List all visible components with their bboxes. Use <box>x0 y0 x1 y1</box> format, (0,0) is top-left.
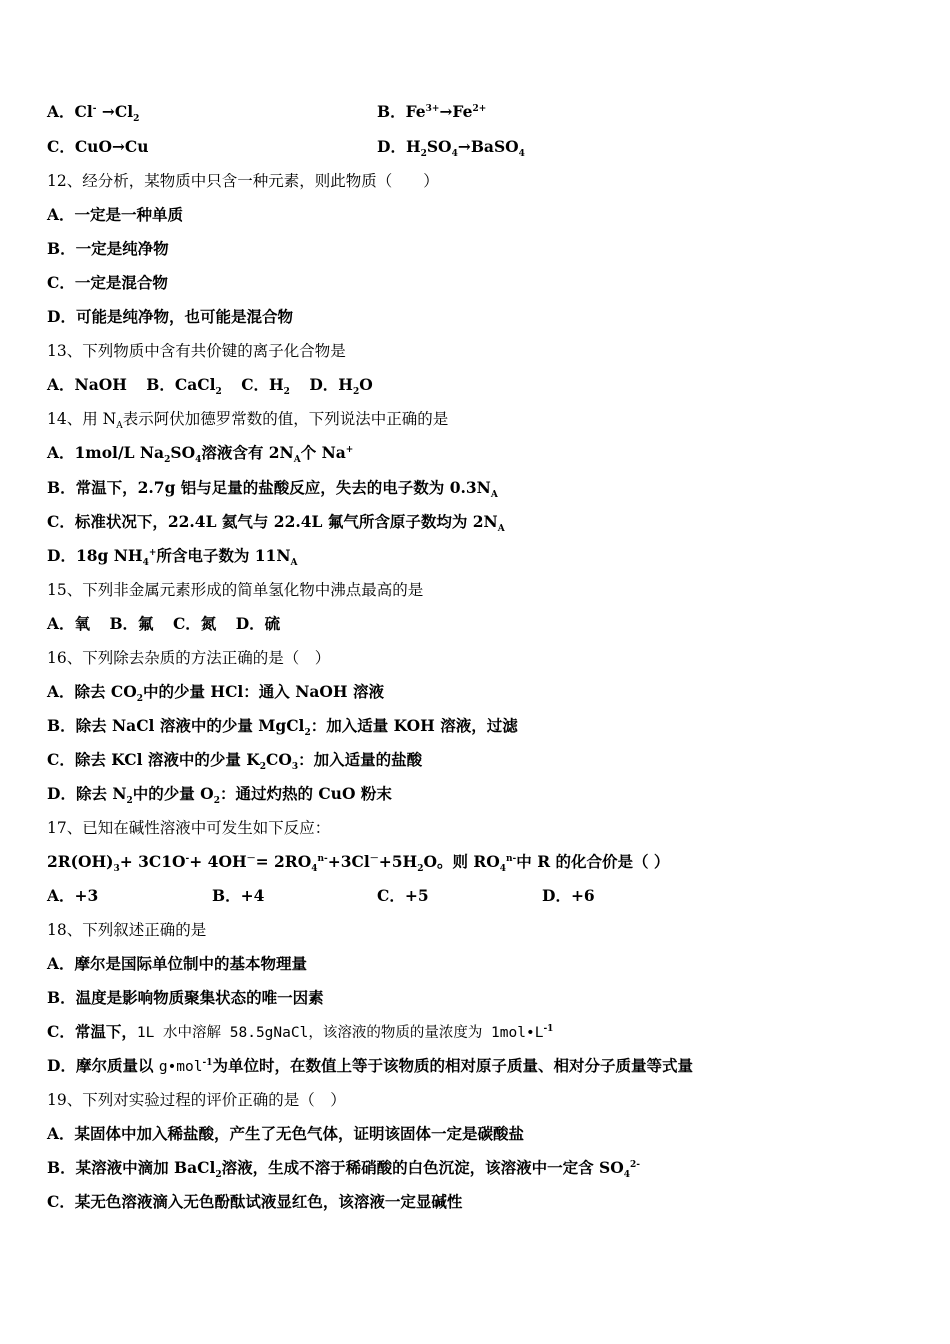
q18-option-b: B．温度是影响物质聚集状态的唯一因素 <box>47 988 324 1007</box>
q14-stem: 14、用 $N_A$表示阿伏加德罗常数的值，下列说法中正确的是 <box>47 410 449 432</box>
q18-option-a: A．摩尔是国际单位制中的基本物理量 <box>47 954 308 973</box>
q15-option-b: B．氟 <box>109 614 154 633</box>
q15-option-c: C．氮 <box>172 614 217 633</box>
q13-option-c: C．$H_2$ <box>241 375 290 398</box>
q13-option-d: D．$H_2O$ <box>309 375 373 398</box>
q16-option-d: D．除去 $N_2$中的少量 $O_2$：通过灼热的 CuO 粉末 <box>47 784 392 807</box>
q13-option-a: A．NaOH <box>47 375 127 394</box>
q14-option-a: A．1mol/L $Na_2SO_4$溶液含有 $2N_A$个 Na+ <box>47 443 354 466</box>
q14-option-b: B．常温下，2.7g 铝与足量的盐酸反应，失去的电子数为 $0.3N_A$ <box>47 478 498 501</box>
q12-stem: 12、经分析，某物质中只含一种元素，则此物质（ ） <box>47 172 439 190</box>
q19-option-b: B．某溶液中滴加 BaCl$_2$溶液，生成不溶于稀硝酸的白色沉淀，该溶液中一定含 $SO_4^{2-}$ <box>47 1158 640 1181</box>
q15-options <box>47 613 280 635</box>
q17-option-a: A．+3 <box>47 886 99 905</box>
q14-option-c: C．标准状况下，22.4L 氦气与 22.4L 氟气所含原子数均为 $2N_A$ <box>47 512 505 535</box>
q13-stem: 13、下列物质中含有共价键的离子化合物是 <box>47 342 346 360</box>
q17-option-d: D．+6 <box>542 886 595 905</box>
q17-stem: 17、已知在碱性溶液中可发生如下反应： <box>47 819 331 837</box>
q12-option-b: B．一定是纯净物 <box>47 239 169 258</box>
q19-stem: 19、下列对实验过程的评价正确的是（ ） <box>47 1091 346 1109</box>
q11-option-b: B．$Fe^{3+}\to Fe^{2+}$ <box>377 102 487 121</box>
q17-option-b: B．+4 <box>212 886 265 905</box>
q14-option-d: D．18g $NH_4^+$所含电子数为 $11N_A$ <box>47 546 298 569</box>
q11-option-c: C．CuO→Cu <box>47 137 149 156</box>
q19-option-a: A．某固体中加入稀盐酸，产生了无色气体，证明该固体一定是碳酸盐 <box>47 1124 525 1143</box>
q19-option-c: C．某无色溶液滴入无色酚酞试液显红色，该溶液一定显碱性 <box>47 1192 463 1211</box>
q16-option-b: B．除去 NaCl 溶液中的少量 MgCl$_2$：加入适量 KOH 溶液，过滤 <box>47 716 518 739</box>
q15-option-d: D．硫 <box>235 614 281 633</box>
q12-option-c: C．一定是混合物 <box>47 273 168 292</box>
q13-options <box>47 374 373 396</box>
q17-option-c: C．+5 <box>377 886 429 905</box>
q18-stem: 18、下列叙述正确的是 <box>47 921 207 939</box>
q18-option-d: D．摩尔质量以 g•mol$^{-1}$为单位时，在数值上等于该物质的相对原子质量、相对分子质量等式量 <box>47 1056 694 1075</box>
q15-option-a: A．氧 <box>47 614 91 633</box>
q13-option-b: B．CaCl$_2$ <box>146 375 222 398</box>
q16-option-c: C．除去 KCl 溶液中的少量 $K_2CO_3$：加入适量的盐酸 <box>47 750 423 773</box>
q11-option-d: D．$H_2SO_4\to BaSO_4$ <box>377 137 525 160</box>
q17-equation: $2R(OH)_3+ 3C1O^-+ 4OH^-= 2RO_4^{n-}+3Cl^-+5H_2O$。则 $RO_4^{n-}$中 R 的化合价是（ ） <box>47 852 670 875</box>
q16-stem: 16、下列除去杂质的方法正确的是（ ） <box>47 649 331 667</box>
q12-option-d: D．可能是纯净物，也可能是混合物 <box>47 307 293 326</box>
q16-option-a: A．除去 $CO_2$中的少量 HCl：通入 NaOH 溶液 <box>47 682 384 705</box>
q18-option-c: C．常温下，1L 水中溶解 58.5gNaCl，该溶液的物质的量浓度为 $1mol•L^{-1}$ <box>47 1022 554 1041</box>
q15-stem: 15、下列非金属元素形成的简单氢化物中沸点最高的是 <box>47 581 424 599</box>
q12-option-a: A．一定是一种单质 <box>47 205 184 224</box>
q11-option-a: A．$Cl^- \to Cl_2$ <box>47 102 140 125</box>
